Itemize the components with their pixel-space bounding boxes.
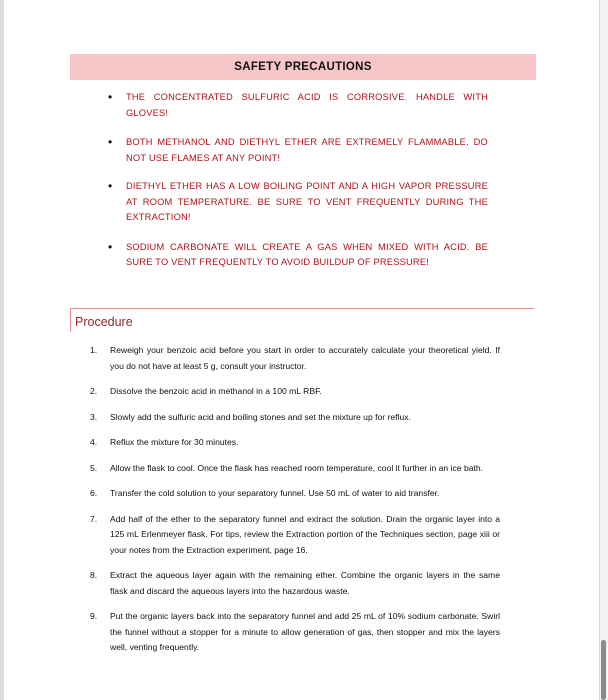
procedure-step bbox=[90, 609, 500, 656]
step-text: Put the organic layers back into the separatory funnel and add 25 mL of 10% sodium carbonate. Swirl the funnel without a stopper for a minute to allow generation of gas, then stopper and mix the layers well, venting frequently. bbox=[110, 611, 500, 652]
step-number: 5. bbox=[90, 462, 98, 473]
step-number: 4. bbox=[90, 437, 98, 447]
step-text: Slowly add the sulfuric acid and boiling stones and set the mixture up for reflux. bbox=[110, 411, 411, 422]
scrollbar-thumb[interactable] bbox=[601, 640, 606, 700]
safety-item: • SODIUM CARBONATE WILL CREATE A GAS WHEN MIXED WITH ACID. BE SURE TO VENT FREQUENTLY TO AVOID BUILDUP OF PRESSURE! bbox=[108, 240, 488, 271]
procedure-step bbox=[90, 512, 500, 559]
procedure-step bbox=[90, 461, 500, 477]
page-left-edge bbox=[0, 0, 4, 700]
step-number: 7. bbox=[90, 513, 98, 524]
step-text: Dissolve the benzoic acid in methanol in a 100 mL RBF. bbox=[110, 386, 322, 396]
procedure-step bbox=[90, 410, 500, 426]
procedure-step bbox=[90, 435, 500, 451]
step-text: Transfer the cold solution to your separatory funnel. Use 50 mL of water to aid transfer. bbox=[110, 488, 440, 498]
safety-item: • DIETHYL ETHER HAS A LOW BOILING POINT AND A HIGH VAPOR PRESSURE AT ROOM TEMPERATURE. BE SURE TO VENT FREQUENTLY DURING THE EXTRACTION! bbox=[108, 179, 488, 226]
step-text: Allow the flask to cool. Once the flask has reached room temperature, cool it further in an ice bath. bbox=[110, 462, 484, 473]
scrollbar-track[interactable] bbox=[600, 0, 608, 700]
procedure-step bbox=[90, 343, 500, 374]
safety-item: • BOTH METHANOL AND DIETHYL ETHER ARE EXTREMELY FLAMMABLE. DO NOT USE FLAMES AT ANY POINT! bbox=[108, 135, 488, 166]
step-text: Reweigh your benzoic acid before you start in order to accurately calculate your theoretical yield. If you do not have at least 5 g, consult your instructor. bbox=[110, 345, 500, 371]
procedure-heading: Procedure bbox=[70, 308, 534, 332]
safety-list bbox=[108, 90, 488, 271]
step-number: 3. bbox=[90, 411, 98, 422]
step-text: Extract the aqueous layer again with the remaining ether. Combine the organic layers in the same flask and discard the aqueous layers into the hazardous waste. bbox=[110, 570, 500, 596]
procedure-step bbox=[90, 486, 500, 502]
step-number: 2. bbox=[90, 386, 98, 396]
step-number: 8. bbox=[90, 570, 98, 580]
safety-item: • THE CONCENTRATED SULFURIC ACID IS CORROSIVE. HANDLE WITH GLOVES! bbox=[108, 90, 488, 121]
procedure-step bbox=[90, 384, 500, 400]
step-number: 1. bbox=[90, 345, 98, 355]
safety-precautions-heading: SAFETY PRECAUTIONS bbox=[70, 54, 536, 80]
step-text: Reflux the mixture for 30 minutes. bbox=[110, 437, 239, 447]
step-number: 6. bbox=[90, 488, 98, 498]
step-text: Add half of the ether to the separatory funnel and extract the solution. Drain the organic layer into a 125 mL Erlenmeyer flask. For tips, review the Extraction portion of the Techniques section, page xiii or your notes from the Extraction experiment, page 16. bbox=[110, 513, 500, 555]
procedure-step bbox=[90, 568, 500, 599]
step-number: 9. bbox=[90, 611, 98, 621]
procedure-list bbox=[90, 343, 500, 666]
